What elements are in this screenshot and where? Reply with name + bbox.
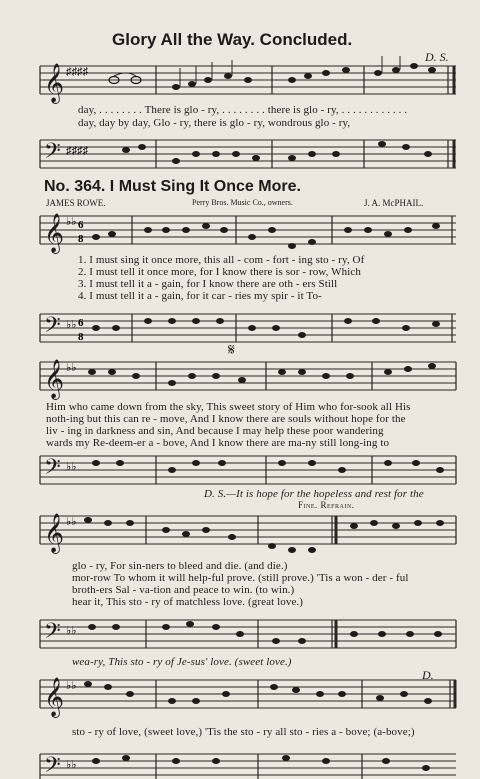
svg-text:𝄞: 𝄞: [44, 213, 65, 253]
verse-line-3c: broth-ers Sal - va-tion and peace to win. (to win.): [72, 584, 295, 596]
staff-system-3-bass: [36, 446, 460, 492]
owner: Perry Bros. Music Co., owners.: [192, 198, 293, 207]
svg-text:♯♯♯♯: ♯♯♯♯: [66, 145, 88, 157]
svg-text:♭♭: ♭♭: [66, 461, 77, 473]
concluded-title: Glory All the Way. Concluded.: [112, 30, 353, 49]
svg-text:♭♭: ♭♭: [66, 216, 77, 228]
svg-text:𝄢: 𝄢: [44, 753, 61, 779]
svg-text:♭♭: ♭♭: [66, 516, 77, 528]
verse-line-2a: 2. I must tell it once more, for I know there is sor - row, Which: [78, 266, 361, 278]
system-1-lyric-1: day, . . . . . . . . There is glo - ry, . . . . . . . . there is glo - ry, . . . . . . . . . . . .: [78, 104, 408, 116]
ds-mark: D. S.: [425, 50, 449, 64]
svg-text:𝄢: 𝄢: [44, 313, 61, 343]
svg-text:𝄞: 𝄞: [44, 677, 65, 717]
ds-lyric-line: D. S.—It is hope for the hopeless and rest for the: [204, 488, 424, 500]
svg-text:𝄢: 𝄢: [44, 455, 61, 485]
verse-line-2c: mor-row To whom it will help-ful prove. (still prove.) 'Tis a won - der - ful: [72, 572, 409, 584]
segno-sign: 𝄋: [228, 340, 235, 359]
staff-system-4-bass: [36, 610, 460, 656]
verse-line-1a: 1. I must sing it once more, this all - com - fort - ing sto - ry, Of: [78, 254, 365, 266]
svg-text:♭♭: ♭♭: [66, 625, 77, 637]
svg-text:♯♯♯♯: ♯♯♯♯: [66, 66, 88, 78]
verse-line-4c: hear it, This sto - ry of matchless love. (great love.): [72, 596, 304, 608]
composer: J. A. McPHAIL.: [364, 198, 424, 208]
svg-text:6: 6: [78, 219, 84, 231]
verse-line-4b: wards my Re-deem-er a - bove, And I know there are ma-ny still long-ing to: [46, 437, 390, 449]
verse-line-2b: noth-ing but this can re - move, And I know there are souls without hope for the: [46, 413, 406, 425]
fine-refrain-label: Fine. Refrain.: [298, 500, 355, 510]
verse-line-1c: glo - ry, For sin-ners to bleed and die. (and die.): [72, 560, 288, 572]
staff-system-1-bass: [36, 130, 460, 176]
svg-text:𝄢: 𝄢: [44, 619, 61, 649]
svg-text:♭♭: ♭♭: [66, 362, 77, 374]
svg-text:𝄢: 𝄢: [44, 139, 61, 169]
verse-line-3b: liv - ing in darkness and sin, And because I may help these poor wandering: [46, 425, 384, 437]
staff-system-3-treble: [36, 352, 460, 402]
staff-system-5-bass: [36, 744, 460, 779]
final-lyric-line: sto - ry of love, (sweet love,) 'Tis the sto - ry all sto - ries a - bove; (a-bove;): [72, 726, 415, 738]
verse-line-3a: 3. I must tell it a - gain, for I know there are oth - ers Still: [78, 278, 338, 290]
svg-text:8: 8: [78, 331, 84, 343]
song-number-title: No. 364. I Must Sing It Once More.: [44, 178, 301, 195]
system-1-lyric-2: day, day by day, Glo - ry, there is glo - ry, wondrous glo - ry,: [78, 117, 351, 129]
svg-text:♭♭: ♭♭: [66, 319, 77, 331]
staff-system-5-treble: [36, 670, 460, 724]
bass-lyric-line: wea-ry, This sto - ry of Je-sus' love. (sweet love.): [72, 656, 292, 668]
svg-text:♭♭: ♭♭: [66, 680, 77, 692]
lyricist: JAMES ROWE.: [46, 198, 106, 208]
svg-text:♭♭: ♭♭: [66, 759, 77, 771]
staff-system-4-treble: [36, 506, 460, 560]
svg-text:8: 8: [78, 233, 84, 245]
d-mark: D.: [422, 668, 434, 682]
svg-text:𝄞: 𝄞: [44, 63, 65, 103]
staff-system-2-bass: [36, 304, 460, 350]
verse-line-1b: Him who came down from the sky, This sweet story of Him who for-sook all His: [46, 401, 411, 413]
svg-text:𝄞: 𝄞: [44, 513, 65, 553]
staff-system-2-treble: [36, 206, 460, 256]
verse-line-4a: 4. I must tell it a - gain, for it car - ries my spir - it To-: [78, 290, 322, 302]
svg-text:6: 6: [78, 317, 84, 329]
svg-text:𝄞: 𝄞: [44, 359, 65, 399]
